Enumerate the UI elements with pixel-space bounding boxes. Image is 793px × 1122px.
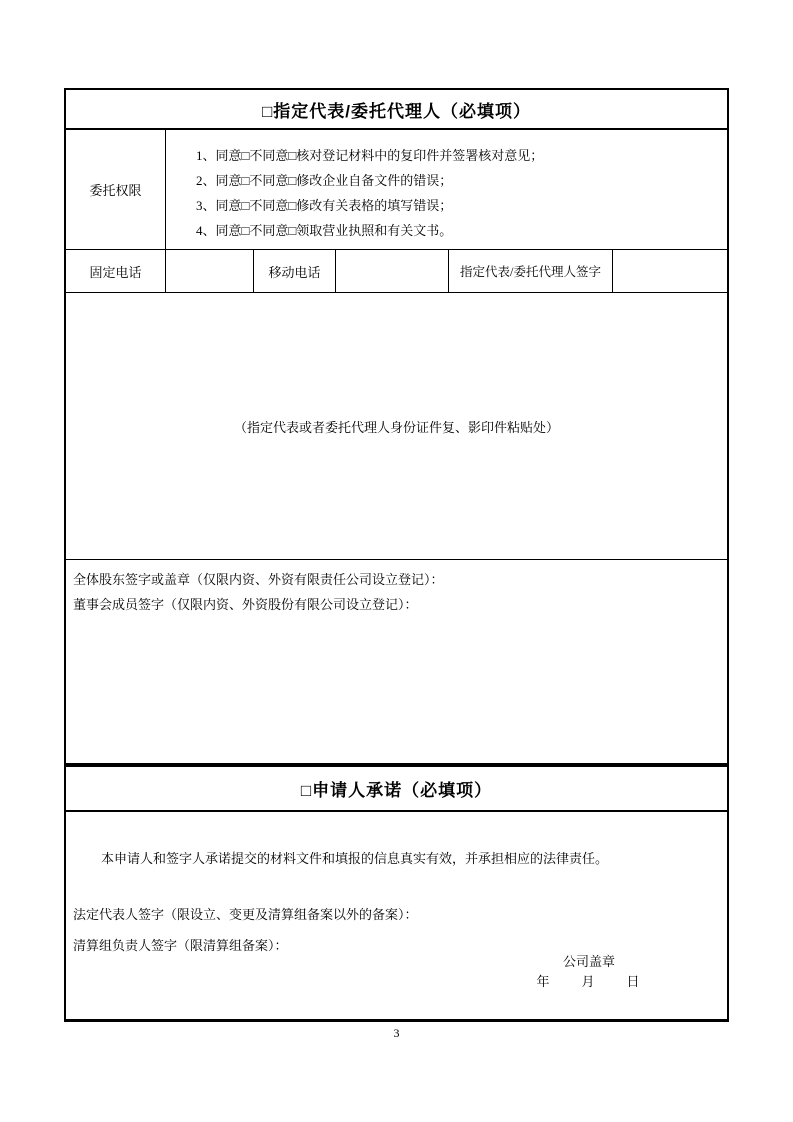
fixed-phone-label: 固定电话 (89, 264, 142, 280)
page-number: 3 (393, 1026, 400, 1040)
authority-label: 委托权限 (89, 183, 142, 198)
mobile-phone-label: 移动电话 (268, 264, 321, 280)
authority-row (66, 130, 727, 250)
agent-section-title-text: □指定代表/委托代理人（必填项） (262, 101, 531, 121)
authority-items-cell (166, 130, 727, 249)
fixed-phone-value-cell[interactable] (166, 250, 254, 292)
authority-label-cell (66, 130, 166, 249)
id-paste-area[interactable] (66, 293, 727, 560)
authority-item-3: 3、同意□不同意□修改有关表格的填写错误； (196, 198, 453, 213)
fixed-phone-label-cell (66, 250, 166, 292)
commitment-section-title-text: □申请人承诺（必填项） (300, 781, 493, 800)
id-paste-note: （指定代表或者委托代理人身份证件复、影印件粘贴处） (233, 419, 559, 435)
authority-item-4: 4、同意□不同意□领取营业执照和有关文书。 (196, 223, 453, 238)
mobile-phone-label-cell (254, 250, 336, 292)
authority-item-2: 2、同意□不同意□修改企业自备文件的错误； (196, 173, 453, 188)
agent-section-table (64, 88, 729, 765)
commitment-body (66, 812, 727, 1019)
commitment-statement: 本申请人和签字人承诺提交的材料文件和填报的信息真实有效，并承担相应的法律责任。 (101, 851, 609, 866)
shareholders-sign-line: 全体股东签字或盖章（仅限内资、外资有限责任公司设立登记）： (73, 572, 444, 587)
commitment-section-title (66, 767, 727, 812)
agent-signature-label: 指定代表/委托代理人签字 (460, 265, 601, 279)
company-seal-label: 公司盖章 (562, 954, 615, 969)
legal-rep-sign-line: 法定代表人签字（限设立、变更及清算组备案以外的备案）： (73, 907, 418, 922)
contact-row (66, 250, 727, 293)
commitment-section-table (64, 765, 729, 1022)
company-seal-block (499, 952, 679, 992)
board-sign-line: 董事会成员签字（仅限内资、外资股份有限公司设立登记）： (73, 597, 418, 612)
authority-item-1: 1、同意□不同意□核对登记材料中的复印件并签署核对意见； (196, 148, 544, 163)
liquidation-sign-line: 清算组负责人签字（限清算组备案）： (73, 938, 288, 953)
shareholder-signature-area[interactable] (66, 560, 727, 763)
mobile-phone-value-cell[interactable] (336, 250, 449, 292)
agent-signature-label-cell (449, 250, 613, 292)
agent-signature-value-cell[interactable] (613, 250, 727, 292)
agent-section-title (66, 90, 727, 130)
date-line: 年 月 日 (536, 974, 642, 989)
